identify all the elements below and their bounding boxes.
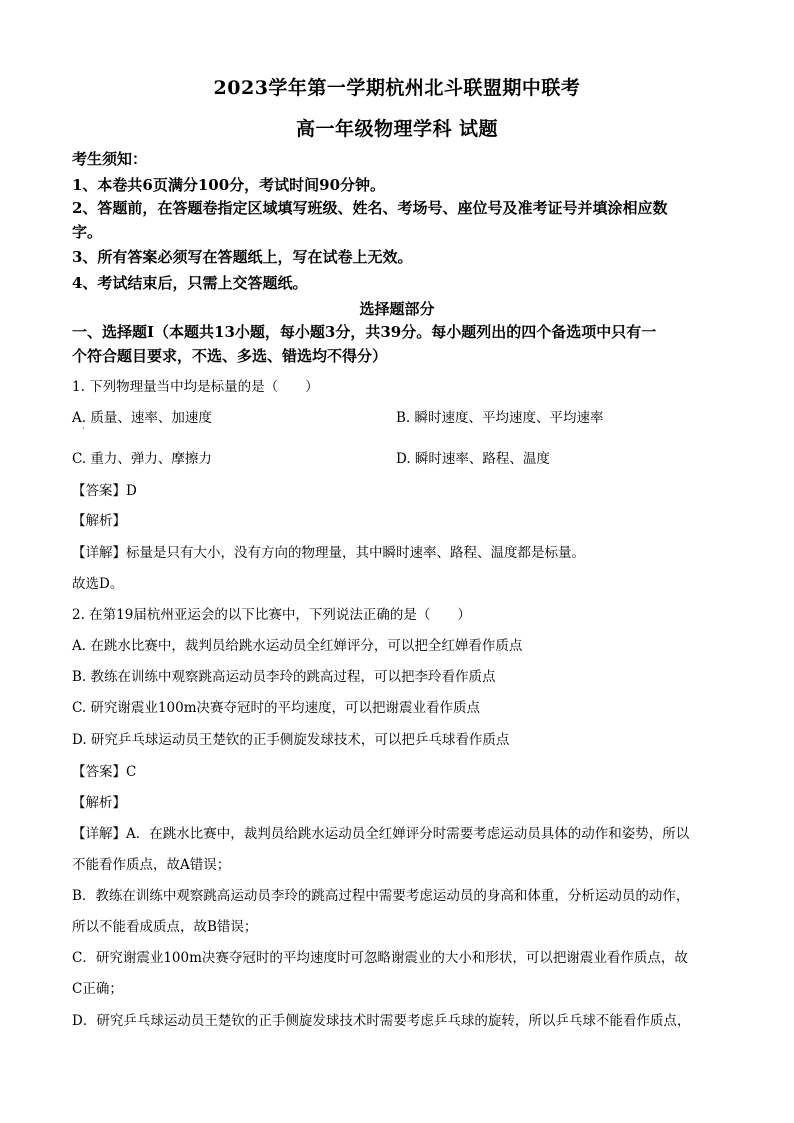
q2-detail-line-6: C正确； (72, 981, 123, 997)
part-instruction-line-1: 一、选择题Ⅰ（本题共13小题，每小题3分，共39分。每小题列出的四个备选项中只有一 (72, 323, 657, 341)
q1-option-d: D. 瞬时速率、路程、温度 (396, 451, 550, 467)
notice-heading: 考生须知： (72, 150, 148, 168)
q2-detail-line-2: 不能看作质点，故A错误； (72, 857, 231, 873)
notice-item-3: 3、所有答案必须写在答题纸上，写在试卷上无效。 (72, 248, 413, 266)
q1-answer-tag: 【答案】 (72, 483, 126, 499)
q1-analysis-tag: 【解析】 (72, 513, 126, 529)
q2-analysis-tag: 【解析】 (72, 795, 126, 811)
stray-dot: · (82, 424, 85, 433)
q1-answer-value: D (126, 483, 137, 499)
notice-item-4: 4、考试结束后，只需上交答题纸。 (72, 274, 308, 292)
q1-detail-tag: 【详解】 (72, 545, 126, 561)
q1-option-b: B. 瞬时速度、平均速度、平均速率 (396, 410, 604, 426)
exam-title: 2023学年第一学期杭州北斗联盟期中联考 (213, 77, 581, 99)
q2-detail-line-7: D．研究乒乓球运动员王楚钦的正手侧旋发球技术时需要考虑乒乓球的旋转，所以乒乓球不能看作质点， (72, 1013, 691, 1029)
q2-detail-tag: 【详解】 (72, 826, 126, 842)
q2-option-d: D. 研究乒乓球运动员王楚钦的正手侧旋发球技术，可以把乒乓球看作质点 (72, 732, 510, 748)
q2-option-c: C. 研究谢震业100m决赛夺冠时的平均速度，可以把谢震业看作质点 (72, 700, 480, 716)
q1-detail (72, 541, 585, 561)
notice-item-2-cont: 字。 (72, 223, 103, 241)
part-instruction-line-2: 个符合题目要求，不选、多选、错选均不得分） (72, 347, 388, 365)
q1-option-c: C. 重力、弹力、摩擦力 (72, 451, 212, 467)
q2-option-b: B. 教练在训练中观察跳高运动员李玲的跳高过程，可以把李玲看作质点 (72, 669, 496, 685)
q2-stem: 2. 在第19届杭州亚运会的以下比赛中，下列说法正确的是（ ） (72, 607, 471, 623)
notice-item-2: 2、答题前，在答题卷指定区域填写班级、姓名、考场号、座位号及准考证号并填涂相应数 (72, 199, 668, 217)
q1-answer (72, 479, 137, 499)
exam-subtitle: 高一年级物理学科 试题 (295, 118, 499, 140)
q2-answer-tag: 【答案】 (72, 764, 126, 780)
q1-detail-text: 标量是只有大小，没有方向的物理量，其中瞬时速率、路程、温度都是标量。 (126, 545, 585, 561)
q2-option-a: A. 在跳水比赛中，裁判员给跳水运动员全红婵评分，可以把全红婵看作质点 (72, 638, 523, 654)
notice-item-1: 1、本卷共6页满分100分，考试时间90分钟。 (72, 176, 386, 194)
q2-detail-line-5: C．研究谢震业100m决赛夺冠时的平均速度时可忽略谢震业的大小和形状，可以把谢震业看作质点，故 (72, 950, 688, 966)
q2-answer-value: C (126, 764, 137, 780)
q1-conclusion: 故选D。 (72, 576, 124, 592)
q1-option-a: A. 质量、速率、加速度 (72, 410, 212, 426)
q2-detail-line-4: 所以不能看成质点，故B错误； (72, 919, 258, 935)
q2-detail-line-1 (72, 822, 689, 842)
q2-detail-line-3: B．教练在训练中观察跳高运动员李玲的跳高过程中需要考虑运动员的身高和体重，分析运动员的动作， (72, 888, 690, 904)
section-heading: 选择题部分 (359, 300, 435, 318)
q1-stem: 1. 下列物理量当中均是标量的是（ ） (72, 379, 319, 395)
q2-answer (72, 760, 136, 780)
q2-detail-text-1: A．在跳水比赛中，裁判员给跳水运动员全红婵评分时需要考虑运动员具体的动作和姿势，所以 (126, 826, 690, 842)
